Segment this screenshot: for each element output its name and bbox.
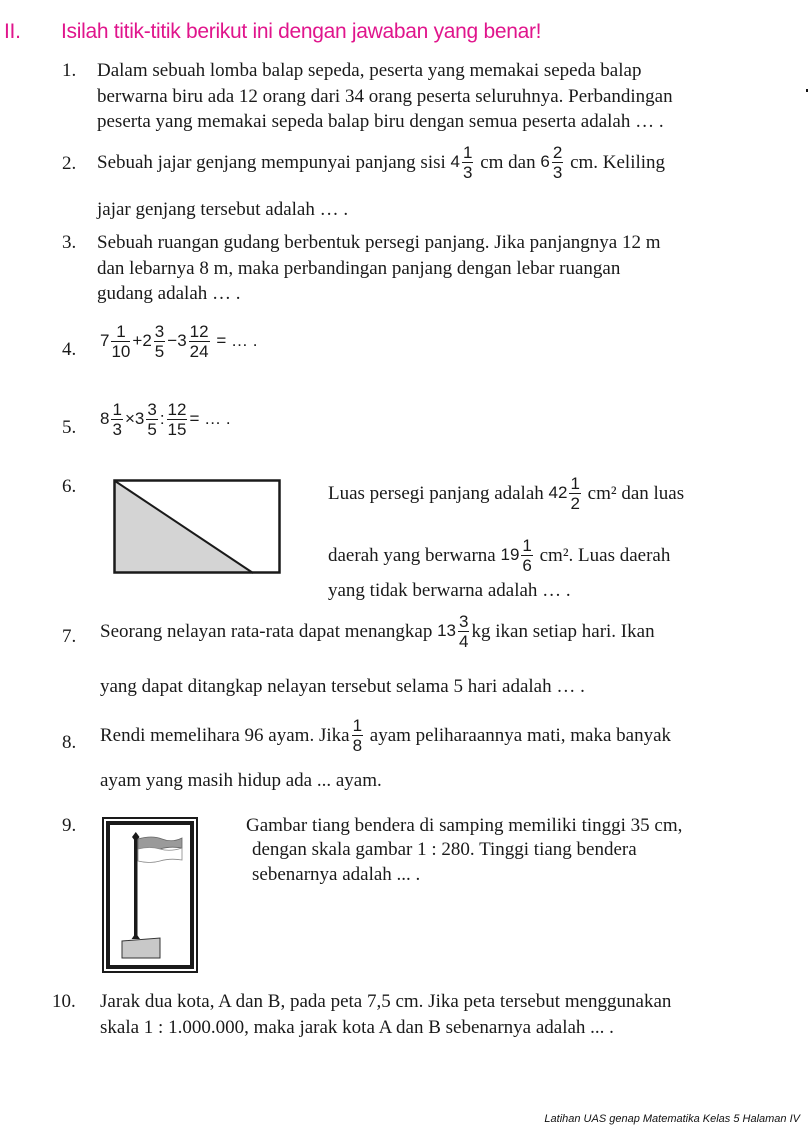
question-number: 2. [62,153,77,174]
question-text-line: berwarna biru ada 12 orang dari 34 orang peserta seluruhnya. Perbandingan [97,86,673,107]
fraction: $\frac{1}{8}$ [352,716,363,755]
section-number: II. [4,20,21,43]
question-text-line: gudang adalah … . [97,283,241,304]
mixed-fraction: 19 $\frac{1}{6}$ [500,536,532,575]
question-text: ayam peliharaannya mati, maka banyak [369,725,672,747]
section-title: Isilah titik-titik berikut ini dengan jawaban yang benar! [61,20,542,43]
question-text: daerah yang berwarna [328,545,496,567]
question-number: 6. [62,476,77,497]
mixed-fraction: 4 $\frac{1}{3}$ [450,143,473,182]
question-number: 5. [62,417,77,438]
question-text-line: skala 1 : 1.000.000, maka jarak kota A dan B sebenarnya adalah ... . [100,1017,614,1038]
question-text: kg ikan setiap hari. Ikan [471,621,655,643]
question-number: 1. [62,60,77,81]
question-text-line: jajar genjang tersebut adalah … . [97,199,349,220]
math-expression: 8 $\frac{1}{3}$ ×3 $\frac{3}{5}$ : $\frac{12}{15}$ = … . [100,400,231,439]
question-text-line: Dalam sebuah lomba balap sepeda, peserta yang memakai sepeda balap [97,60,642,81]
question-text: cm² dan luas [587,483,685,505]
question-text: Luas persegi panjang adalah [328,483,544,505]
question-text-line: Sebuah ruangan gudang berbentuk persegi panjang. Jika panjangnya 12 m [97,232,661,253]
shaded-rectangle-figure [113,479,281,575]
question-number: 4. [62,339,77,360]
question-number: 10. [52,991,76,1012]
question-text-line: peserta yang memakai sepeda balap biru dengan semua peserta adalah … . [97,111,664,132]
mixed-fraction: 6 $\frac{2}{3}$ [540,143,563,182]
question-text-line: ayam yang masih hidup ada ... ayam. [100,770,382,791]
question-text-line: Gambar tiang bendera di samping memiliki tinggi 35 cm, [246,815,683,836]
question-text-line: sebenarnya adalah ... . [252,864,421,885]
question-text-line: Jarak dua kota, A dan B, pada peta 7,5 cm. Jika peta tersebut menggunakan [100,991,672,1012]
question-number: 3. [62,232,77,253]
question-text: Seorang nelayan rata-rata dapat menangkap [100,621,433,643]
math-expression: 7 $\frac{1}{10}$ +2 $\frac{3}{5}$ −3 $\frac{12}{24}$ = … . [100,322,258,361]
question-text-line: dengan skala gambar 1 : 280. Tinggi tiang bendera [252,839,637,860]
question-text: cm². Luas daerah [539,545,671,567]
question-text: cm dan [480,152,536,174]
question-text-line: dan lebarnya 8 m, maka perbandingan panjang dengan lebar ruangan [97,258,621,279]
mixed-fraction: 13 $\frac{3}{4}$ [437,612,469,651]
question-number: 9. [62,815,77,836]
question-number: 7. [62,626,77,647]
page-footer: Latihan UAS genap Matematika Kelas 5 Halaman IV [544,1113,800,1125]
flagpole-figure [102,817,198,973]
question-text-line: yang tidak berwarna adalah … . [328,580,571,601]
question-text: Sebuah jajar genjang mempunyai panjang sisi [97,152,446,174]
question-text: cm. Keliling [570,152,666,174]
question-text: Rendi memelihara 96 ayam. Jika [100,725,350,747]
mixed-fraction: 42 $\frac{1}{2}$ [548,474,580,513]
question-text-line: yang dapat ditangkap nelayan tersebut selama 5 hari adalah … . [100,676,585,697]
margin-mark [806,89,808,92]
question-number: 8. [62,732,77,753]
